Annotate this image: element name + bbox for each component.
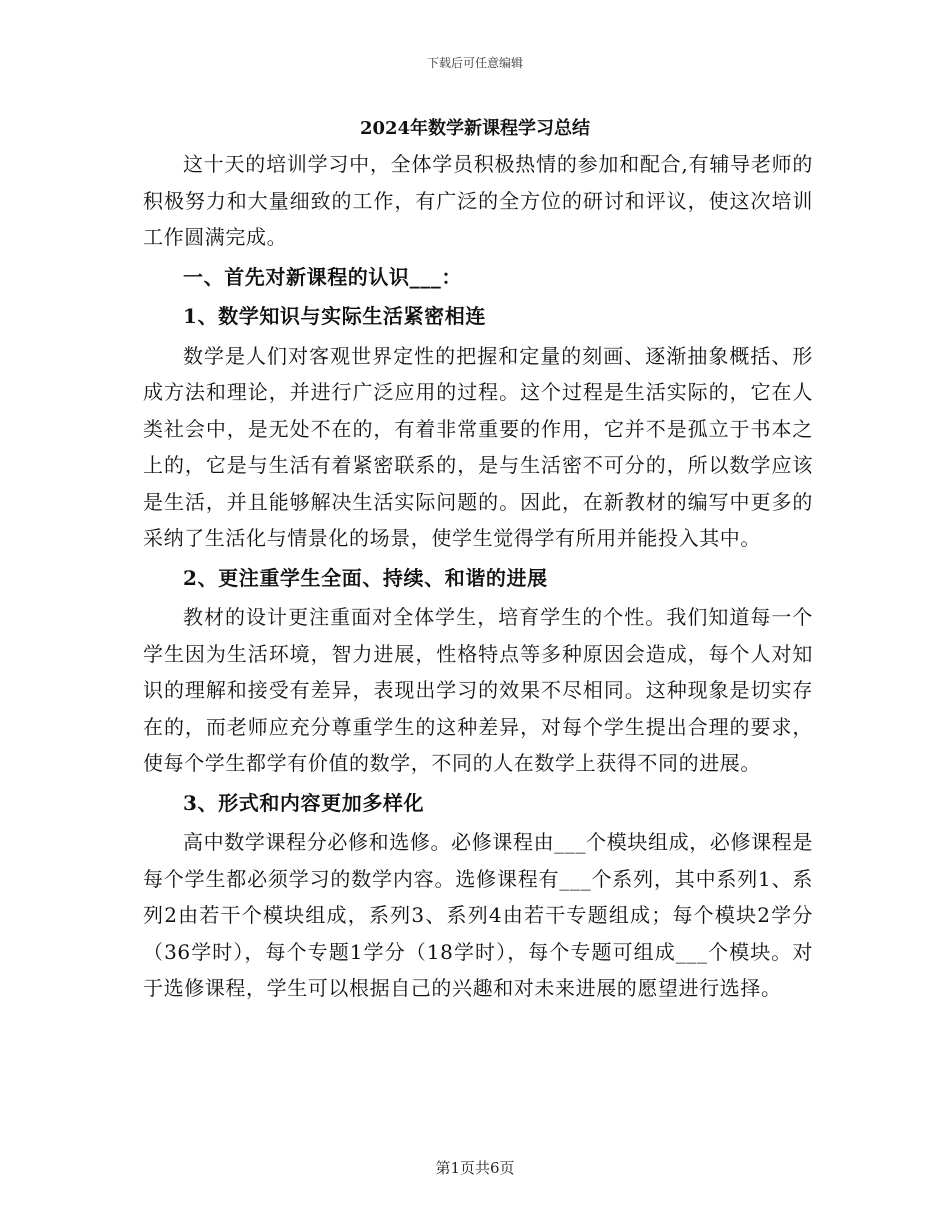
section-heading-1: 一、首先对新课程的认识___： — [183, 264, 462, 289]
page-number-footer: 第1页共6页 — [435, 1159, 515, 1177]
body-paragraph-2: 教材的设计更注重面对全体学生，培育学生的个性。我们知道每一个学生因为生活环境，智力进展，性格特点等多种原因会造成，每个人对知识的理解和接受有差异，表现出学习的效果不尽相同。这种现象是切实存在的，而老师应充分尊重学生的这种差异，对每个学生提出合理的要求，使每个学生都学有价值的数学，不同的人在数学上获得不同的进展。 — [143, 605, 813, 775]
subheading-2: 2、更注重学生全面、持续、和谐的进展 — [183, 565, 548, 590]
subheading-3: 3、形式和内容更加多样化 — [183, 790, 425, 815]
subheading-1: 1、数学知识与实际生活紧密相连 — [183, 304, 486, 328]
document-body — [143, 146, 813, 1007]
body-paragraph-1: 数学是人们对客观世界定性的把握和定量的刻画、逐渐抽象概括、形成方法和理论，并进行广泛应用的过程。这个过程是生活实际的，它在人类社会中，是无处不在的，有着非常重要的作用，它并不是孤立于书本之上的，它是与生活有着紧密联系的，是与生活密不可分的，所以数学应该是生活，并且能够解决生活实际问题的。因此，在新教材的编写中更多的采纳了生活化与情景化的场景，使学生觉得学有所用并能投入其中。 — [143, 343, 813, 550]
page-header-note: 下载后可任意编辑 — [426, 56, 523, 70]
body-paragraph-3: 高中数学课程分必修和选修。必修课程由___个模块组成，必修课程是每个学生都必须学习的数学内容。选修课程有___个系列，其中系列1、系列2由若干个模块组成，系列3、系列4由若干专题组成；每个模块2学分（36学时），每个专题1学分（18学时），每个专题可组成___个模块。对于选修课程，学生可以根据自己的兴趣和对未来进展的愿望进行选择。 — [143, 830, 813, 1000]
document-title: 2024年数学新课程学习总结 — [359, 118, 591, 139]
intro-paragraph: 这十天的培训学习中，全体学员积极热情的参加和配合,有辅导老师的积极努力和大量细致的工作，有广泛的全方位的研讨和评议，使这次培训工作圆满完成。 — [143, 152, 813, 249]
